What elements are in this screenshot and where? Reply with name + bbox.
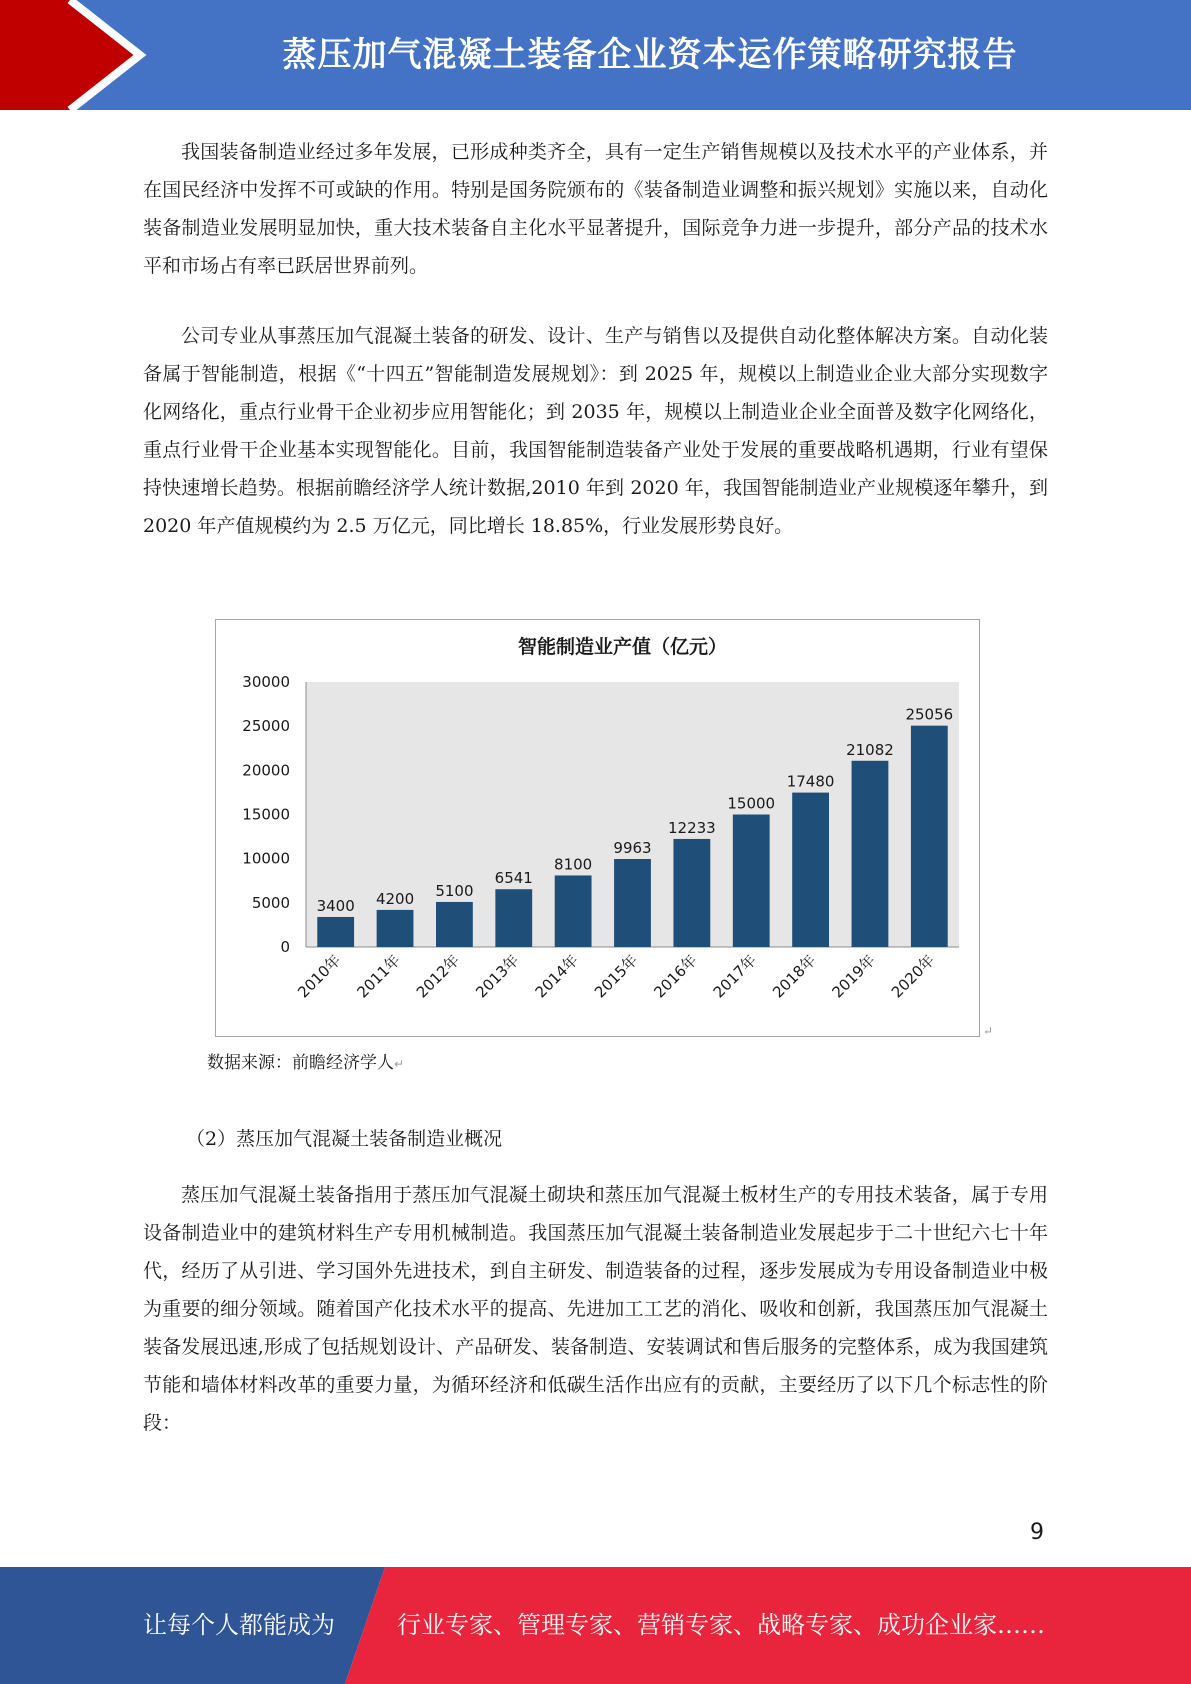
x-tick-label: 2019年	[828, 951, 879, 1002]
bar-data-label: 5100	[435, 881, 474, 900]
x-tick-label: 2010年	[294, 951, 345, 1002]
y-tick-label: 30000	[242, 673, 290, 691]
chart-bar	[436, 902, 473, 947]
footer-banner	[0, 1567, 1191, 1684]
section-subheading: （2）蒸压加气混凝土装备制造业概况	[186, 1128, 503, 1150]
chart-bar	[673, 839, 710, 947]
bar-data-label: 12233	[668, 818, 716, 837]
bar-chart	[216, 620, 979, 1036]
x-tick-label: 2012年	[412, 951, 464, 1002]
chart-bar	[614, 859, 651, 947]
bar-data-label: 8100	[554, 855, 593, 874]
y-tick-label: 5000	[251, 893, 290, 912]
x-tick-label: 2015年	[590, 951, 642, 1002]
x-tick-label: 2020年	[887, 951, 939, 1002]
return-mark-icon: ↵	[394, 1057, 405, 1071]
chart-source	[207, 1048, 404, 1073]
bar-data-label: 9963	[613, 838, 652, 857]
footer-slogan-left: 让每个人都能成为	[143, 1611, 335, 1639]
chart-source-text: 数据来源：前瞻经济学人	[207, 1053, 394, 1073]
chart-bar	[495, 889, 532, 947]
bar-data-label: 17480	[786, 772, 835, 791]
chart-bar	[792, 793, 829, 947]
x-tick-label: 2017年	[709, 951, 761, 1002]
x-tick-label: 2018年	[769, 951, 820, 1002]
x-tick-label: 2013年	[472, 951, 523, 1002]
chart-bar	[317, 917, 354, 947]
chart-title: 智能制造业产值（亿元）	[517, 636, 728, 658]
chart-frame	[215, 619, 980, 1037]
chart-bar	[733, 815, 770, 948]
chart-bar	[852, 761, 889, 947]
bar-data-label: 4200	[375, 889, 415, 908]
x-tick-label: 2011年	[353, 951, 404, 1002]
y-tick-label: 0	[280, 938, 290, 956]
chart-bar	[377, 910, 414, 947]
header-red-arrow	[0, 0, 160, 110]
paragraph-1: 我国装备制造业经过多年发展，已形成种类齐全，具有一定生产销售规模以及技术水平的产业体系，并在国民经济中发挥不可或缺的作用。特别是国务院颁布的《装备制造业调整和振兴规划》实施以来，自动化装备制造业发展明显加快，重大技术装备自主化水平显著提升，国际竞争力进一步提升，部分产品的技术水平和市场占有率已跃居世界前列。	[143, 141, 1048, 277]
return-mark-icon: ↵	[983, 1024, 994, 1038]
y-tick-label: 25000	[242, 717, 290, 736]
y-tick-label: 20000	[242, 761, 290, 780]
header-banner	[0, 0, 1191, 110]
bar-data-label: 25056	[905, 705, 954, 724]
paragraph-2: 公司专业从事蒸压加气混凝土装备的研发、设计、生产与销售以及提供自动化整体解决方案。自动化装备属于智能制造，根据《“十四五”智能制造发展规划》：到 2025 年，规模以上制造业企业大部分实现数字化网络化，重点行业骨干企业初步应用智能化；到 2035 年，规模以上制造业企业全面普及数字化网络化，重点行业骨干企业基本实现智能化。目前，我国智能制造装备产业处于发展的重要战略机遇期，行业有望保持快速增长趋势。根据前瞻经济学人统计数据,2010 年到 2020 年，我国智能制造业产业规模逐年攀升，到 2020 年产值规模约为 2.5 万亿元，同比增长 18.85%，行业发展形势良好。	[143, 325, 1048, 537]
y-tick-label: 10000	[242, 849, 290, 868]
paragraph-3: 蒸压加气混凝土装备指用于蒸压加气混凝土砌块和蒸压加气混凝土板材生产的专用技术装备，属于专用设备制造业中的建筑材料生产专用机械制造。我国蒸压加气混凝土装备制造业发展起步于二十世纪六七十年代，经历了从引进、学习国外先进技术，到自主研发、制造装备的过程，逐步发展成为专用设备制造业中极为重要的细分领域。随着国产化技术水平的提高、先进加工工艺的消化、吸收和创新，我国蒸压加气混凝土装备发展迅速,形成了包括规划设计、产品研发、装备制造、安装调试和售后服务的完整体系，成为我国建筑节能和墙体材料改革的重要力量，为循环经济和低碳生活作出应有的贡献，主要经历了以下几个标志性的阶段：	[143, 1184, 1048, 1434]
chart-bar	[555, 875, 592, 947]
footer-slogan-right: 行业专家、管理专家、营销专家、战略专家、成功企业家……	[397, 1611, 1045, 1639]
report-title: 蒸压加气混凝土装备企业资本运作策略研究报告	[282, 35, 1018, 75]
bar-data-label: 21082	[846, 740, 894, 759]
x-tick-label: 2014年	[531, 951, 582, 1002]
x-tick-label: 2016年	[650, 951, 701, 1002]
y-tick-label: 15000	[242, 805, 290, 824]
bar-data-label: 15000	[727, 794, 776, 813]
bar-data-label: 3400	[316, 896, 355, 915]
bar-data-label: 6541	[494, 869, 533, 888]
chart-bar	[911, 726, 948, 947]
page-number: 9	[1030, 1520, 1044, 1545]
